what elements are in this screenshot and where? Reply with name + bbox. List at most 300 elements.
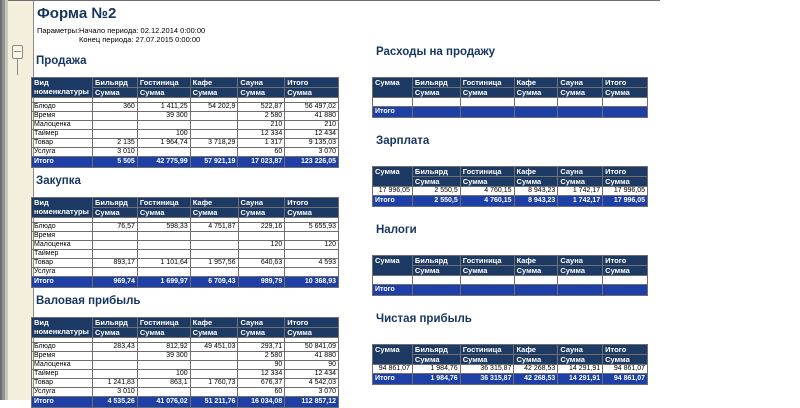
total-value: 14 291,91 [558,374,603,385]
column-header: Вид номенклатуры [32,78,93,98]
cell-value: 4 760,15 [460,187,514,196]
column-subheader: Сумма [558,355,603,365]
row-label: Малоценка [32,241,93,250]
section-title: Расходы на продажу [376,46,496,58]
total-value: 989,79 [238,277,285,288]
total-value: 94 861,07 [603,374,648,385]
table-row [32,223,339,232]
table-row [32,352,339,361]
column-subheader: Сумма [238,208,285,218]
cell-value [92,112,137,121]
table-subheader-row [373,266,648,276]
row-label: Таймер [32,130,93,139]
table-subheader-row [373,177,648,187]
total-value [460,285,514,296]
column-subheader: Сумма [92,208,137,218]
parameters-label: Параметры: [37,26,80,35]
column-header: Бильярд [92,78,137,88]
column-header: Итого [603,345,648,355]
cell-value: 49 451,03 [190,343,238,352]
column-subheader: Сумма [238,328,285,338]
table-row [32,250,339,259]
column-header: Сауна [238,318,285,328]
column-subheader: Сумма [558,177,603,187]
column-header: Кафе [514,256,558,266]
cell-value: 893,17 [92,259,137,268]
row-label: Малоценка [32,361,93,370]
column-header: Кафе [514,167,558,177]
total-value: 123 226,05 [285,157,339,168]
total-row [32,157,339,168]
column-subheader: Сумма [460,177,514,187]
table-header-row [373,167,648,177]
cell-value: 56 497,02 [285,103,339,112]
cell-value [137,232,190,241]
column-header: Сумма [373,345,413,365]
total-value: 1 699,97 [137,277,190,288]
cell-value: 3 070 [285,388,339,397]
cell-value [373,276,413,285]
total-value: 42 268,53 [514,374,558,385]
parameter-period-end: Конец периода: 27.07.2015 0:00:00 [79,34,201,44]
cell-value [137,250,190,259]
column-header: Сумма [373,78,413,98]
cell-value [92,268,137,277]
total-value: 51 211,76 [190,397,238,408]
table-row [373,187,648,196]
column-subheader: Сумма [603,355,648,365]
cell-value: 2 135 [92,139,137,148]
total-row [32,397,339,408]
column-subheader: Сумма [190,208,238,218]
cell-value [190,352,238,361]
column-subheader: Сумма [92,88,137,98]
table-row [373,98,648,107]
cell-value: 293,71 [238,343,285,352]
table-row [32,130,339,139]
table-row [32,370,339,379]
cell-value [412,98,460,107]
table-header-row [32,318,339,328]
cell-value [137,121,190,130]
cell-value: 1 964,74 [137,139,190,148]
cell-value: 2 580 [238,352,285,361]
row-label: Блюдо [32,223,93,232]
cell-value: 100 [137,130,190,139]
total-row [32,277,339,288]
column-subheader: Сумма [137,208,190,218]
total-value [558,285,603,296]
column-subheader: Сумма [514,355,558,365]
total-value [558,107,603,118]
report-parameters [37,27,339,44]
cell-value: 283,43 [92,343,137,352]
report-table [31,197,339,288]
total-value [514,107,558,118]
section-title: Валовая прибыль [36,295,141,307]
cell-value: 4 593 [285,259,339,268]
section-title: Зарплата [376,135,430,147]
cell-value: 863,1 [137,379,190,388]
table-header-row [32,78,339,88]
report-section [31,175,339,288]
cell-value [238,250,285,259]
total-value: 1 984,76 [412,374,460,385]
column-header: Кафе [514,345,558,355]
column-subheader: Сумма [190,88,238,98]
row-label: Время [32,112,93,121]
total-row [373,107,648,118]
cell-value [460,276,514,285]
column-header: Итого [285,198,339,208]
section-title: Продажа [36,55,87,67]
column-subheader: Сумма [412,355,460,365]
cell-value: 17 996,05 [373,187,413,196]
total-row [373,374,648,385]
row-label: Товар [32,379,93,388]
column-header: Итого [603,167,648,177]
table-row [32,379,339,388]
total-value: 112 857,12 [285,397,339,408]
cell-value [92,361,137,370]
row-label: Время [32,352,93,361]
cell-value: 100 [137,370,190,379]
row-label: Малоценка [32,121,93,130]
cell-value [238,268,285,277]
column-header: Вид номенклатуры [32,198,93,218]
cell-value: 12 334 [238,130,285,139]
column-subheader: Сумма [137,328,190,338]
cell-value [92,241,137,250]
table-row [32,148,339,157]
left-report-sections [31,55,339,408]
row-label: Услуга [32,148,93,157]
report-section [372,224,648,296]
cell-value: 3 010 [92,148,137,157]
cell-value: 360 [92,103,137,112]
total-value: 8 943,23 [514,196,558,207]
cell-value: 8 943,23 [514,187,558,196]
table-header-row [373,345,648,355]
total-value [412,285,460,296]
column-header: Итого [603,256,648,266]
document-top-border [8,0,660,1]
cell-value [92,250,137,259]
report-section [372,135,648,207]
cell-value [92,121,137,130]
cell-value: 60 [238,388,285,397]
column-header: Сауна [558,78,603,88]
cell-value: 12 434 [285,130,339,139]
cell-value: 14 291,91 [558,365,603,374]
row-label: Товар [32,139,93,148]
total-value [460,107,514,118]
row-label: Услуга [32,388,93,397]
cell-value: 120 [285,241,339,250]
column-subheader: Сумма [285,88,339,98]
column-subheader: Сумма [558,266,603,276]
row-label: Время [32,232,93,241]
cell-value: 3 718,29 [190,139,238,148]
cell-value: 1 317 [238,139,285,148]
cell-value [238,232,285,241]
column-header: Гостиница [137,78,190,88]
column-header: Гостиница [137,318,190,328]
cell-value [92,352,137,361]
column-header: Сауна [558,345,603,355]
cell-value: 41 880 [285,352,339,361]
column-header: Бильярд [412,256,460,266]
table-row [32,388,339,397]
cell-value: 229,16 [238,223,285,232]
report-right-column [372,46,648,402]
report-table [372,344,648,385]
cell-value: 4 751,87 [190,223,238,232]
table-header-row [32,198,339,208]
cell-value: 39 300 [137,352,190,361]
column-subheader: Сумма [514,177,558,187]
column-subheader: Сумма [514,88,558,98]
column-header: Гостиница [460,345,514,355]
cell-value [92,232,137,241]
cell-value [190,250,238,259]
column-header: Кафе [190,198,238,208]
table-row [32,139,339,148]
cell-value [190,361,238,370]
column-header: Гостиница [137,198,190,208]
cell-value: 12 434 [285,370,339,379]
cell-value: 1 101,64 [137,259,190,268]
column-header: Сумма [373,256,413,276]
column-header: Сумма [373,167,413,187]
cell-value [92,130,137,139]
column-subheader: Сумма [460,88,514,98]
table-row [32,259,339,268]
cell-value [514,276,558,285]
row-label: Блюдо [32,103,93,112]
column-header: Бильярд [412,345,460,355]
cell-value [92,370,137,379]
cell-value: 42 268,53 [514,365,558,374]
report-table [372,77,648,118]
row-label: Товар [32,259,93,268]
total-value: 6 709,43 [190,277,238,288]
cell-value [190,130,238,139]
column-subheader: Сумма [92,328,137,338]
table-header-row [373,78,648,88]
parameter-period-start: Начало периода: 02.12.2014 0:00:00 [79,26,206,35]
table-row [373,365,648,374]
cell-value: 210 [285,121,339,130]
report-table [31,77,339,168]
cell-value [285,232,339,241]
cell-value: 1 411,25 [137,103,190,112]
total-value: 1 742,17 [558,196,603,207]
cell-value: 36 315,87 [460,365,514,374]
report-section [31,295,339,408]
column-subheader: Сумма [412,88,460,98]
cell-value [412,276,460,285]
section-title: Закупка [36,175,81,187]
table-row [32,343,339,352]
column-header: Кафе [190,78,238,88]
cell-value [558,98,603,107]
column-header: Бильярд [92,318,137,328]
cell-value: 3 070 [285,148,339,157]
cell-value: 640,63 [238,259,285,268]
page-title: Форма №2 [37,5,117,22]
cell-value: 90 [285,361,339,370]
total-label: Итого [373,285,413,296]
row-label: Таймер [32,250,93,259]
cell-value: 1 742,17 [558,187,603,196]
table-header-row [373,256,648,266]
row-label: Блюдо [32,343,93,352]
cell-value: 3 010 [92,388,137,397]
column-header: Сауна [558,256,603,266]
total-value: 2 550,5 [412,196,460,207]
cell-value: 812,92 [137,343,190,352]
total-label: Итого [32,157,93,168]
total-value: 969,74 [92,277,137,288]
column-header: Кафе [190,318,238,328]
column-subheader: Сумма [603,88,648,98]
row-label: Услуга [32,268,93,277]
table-row [32,112,339,121]
table-row [373,276,648,285]
cell-value [285,250,339,259]
total-value: 5 505 [92,157,137,168]
column-header: Сауна [558,167,603,177]
table-subheader-row [373,355,648,365]
total-value: 42 775,99 [137,157,190,168]
cell-value [603,98,648,107]
total-value [412,107,460,118]
report-table [372,166,648,207]
cell-value: 598,33 [137,223,190,232]
cell-value: 1 760,73 [190,379,238,388]
table-row [32,103,339,112]
cell-value [137,388,190,397]
column-header: Итого [285,318,339,328]
cell-value: 1 957,56 [190,259,238,268]
column-subheader: Сумма [460,355,514,365]
total-value: 41 076,02 [137,397,190,408]
total-value [603,107,648,118]
cell-value: 41 880 [285,112,339,121]
table-row [32,268,339,277]
total-value: 4 535,26 [92,397,137,408]
cell-value: 676,37 [238,379,285,388]
column-subheader: Сумма [137,88,190,98]
cell-value: 522,87 [238,103,285,112]
column-subheader: Сумма [603,266,648,276]
column-header: Сауна [238,198,285,208]
total-label: Итого [373,196,413,207]
total-row [373,285,648,296]
cell-value [190,370,238,379]
column-header: Кафе [514,78,558,88]
cell-value: 50 841,09 [285,343,339,352]
column-header: Сауна [238,78,285,88]
cell-value: 76,57 [92,223,137,232]
cell-value: 2 580 [238,112,285,121]
cell-value [190,232,238,241]
table-subheader-row [373,88,648,98]
cell-value: 9 135,03 [285,139,339,148]
cell-value [137,148,190,157]
cell-value [460,98,514,107]
cell-value: 94 861,07 [373,365,413,374]
column-header: Гостиница [460,256,514,266]
cell-value: 90 [238,361,285,370]
cell-value [190,148,238,157]
cell-value: 94 861,07 [603,365,648,374]
cell-value: 39 300 [137,112,190,121]
cell-value: 54 202,9 [190,103,238,112]
right-report-sections [372,46,648,385]
column-subheader: Сумма [603,177,648,187]
cell-value [603,276,648,285]
section-title: Налоги [376,224,417,236]
group-collapse-handle-icon[interactable] [12,45,23,59]
cell-value: 17 996,05 [603,187,648,196]
total-value [514,285,558,296]
column-header: Бильярд [412,78,460,88]
group-bracket-line [17,58,18,75]
cell-value [373,98,413,107]
column-header: Итого [285,78,339,88]
total-label: Итого [32,277,93,288]
cell-value [558,276,603,285]
column-subheader: Сумма [190,328,238,338]
total-value: 36 315,87 [460,374,514,385]
report-table [31,317,339,408]
cell-value [137,361,190,370]
cell-value [190,112,238,121]
column-header: Бильярд [92,198,137,208]
cell-value: 5 655,93 [285,223,339,232]
cell-value [514,98,558,107]
cell-value: 12 334 [238,370,285,379]
column-subheader: Сумма [238,88,285,98]
table-row [32,121,339,130]
cell-value: 1 984,76 [412,365,460,374]
total-label: Итого [373,107,413,118]
total-label: Итого [373,374,413,385]
report-table [372,255,648,296]
column-subheader: Сумма [460,266,514,276]
cell-value [285,268,339,277]
report-section [31,55,339,168]
total-value [603,285,648,296]
cell-value [137,268,190,277]
total-value: 17 023,87 [238,157,285,168]
cell-value: 1 241,83 [92,379,137,388]
column-header: Бильярд [412,167,460,177]
column-header: Гостиница [460,167,514,177]
cell-value [190,268,238,277]
section-title: Чистая прибыль [376,313,472,325]
column-subheader: Сумма [558,88,603,98]
column-subheader: Сумма [412,177,460,187]
total-label: Итого [32,397,93,408]
table-row [32,241,339,250]
cell-value [190,121,238,130]
report-section [372,313,648,385]
column-header: Итого [603,78,648,88]
column-header: Гостиница [460,78,514,88]
